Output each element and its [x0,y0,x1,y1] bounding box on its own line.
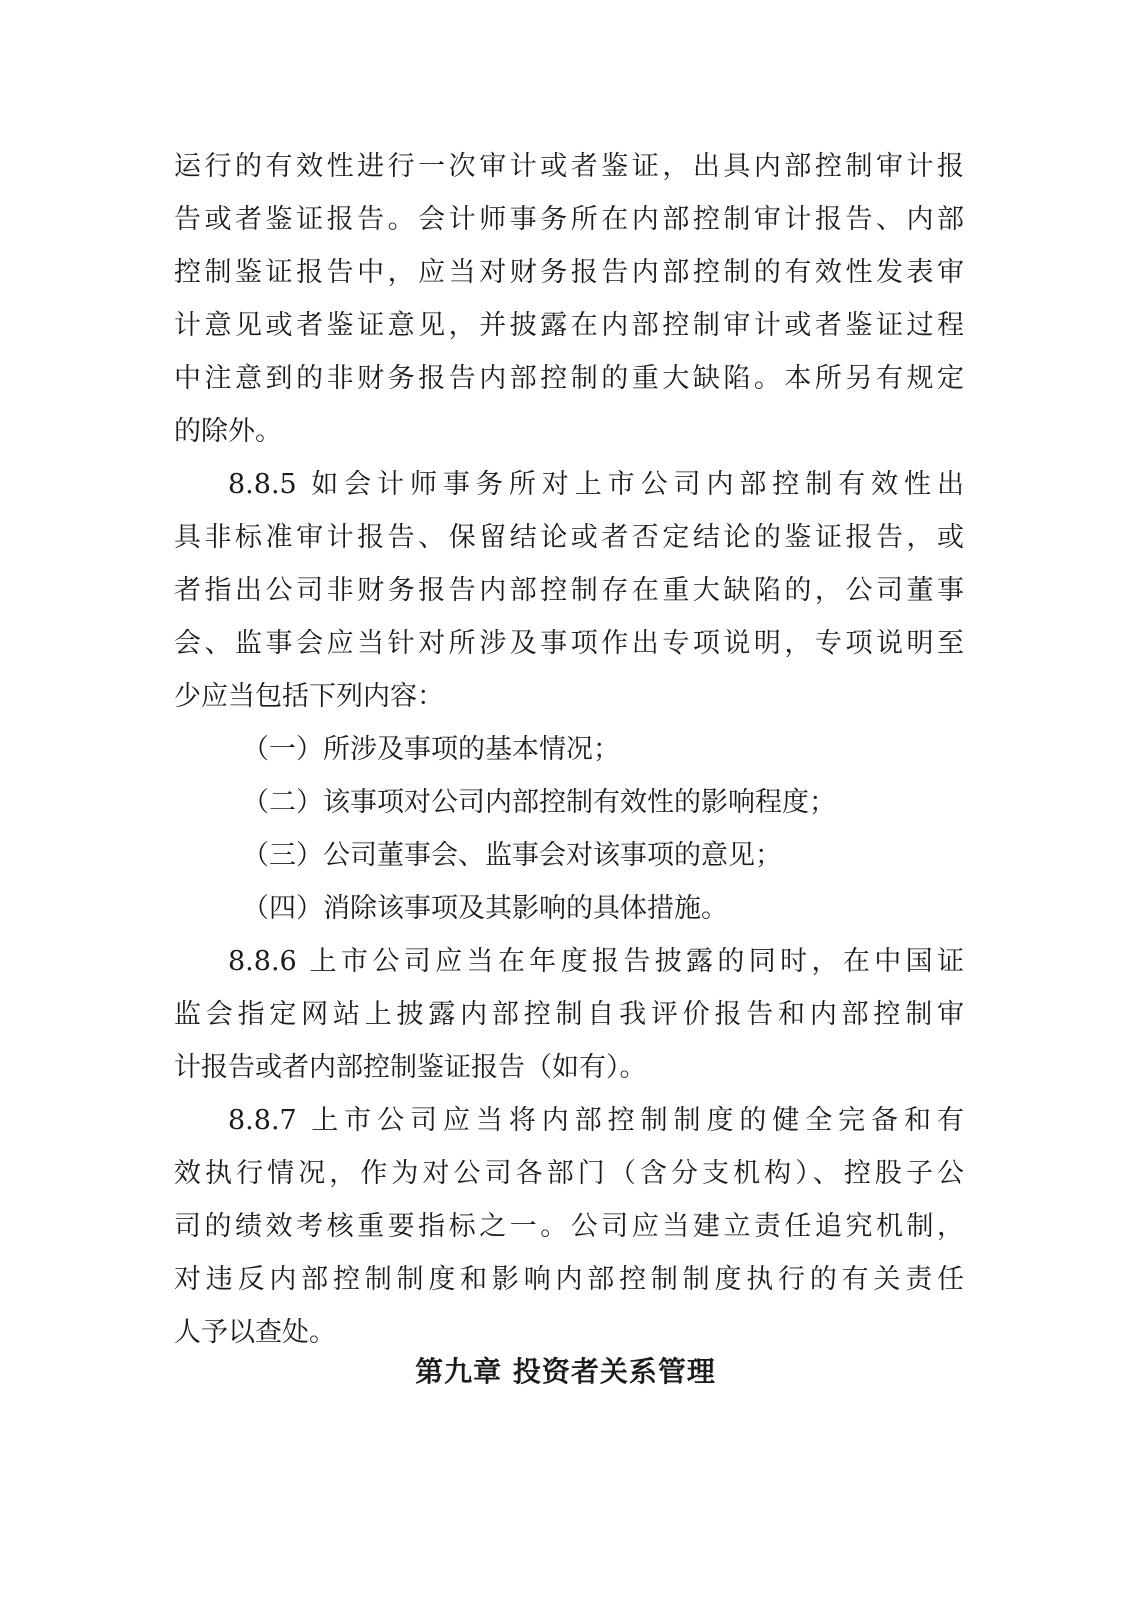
text-line: 中注意到的非财务报告内部控制的重大缺陷。本所另有规定 [174,363,964,394]
text-line: 司的绩效考核重要指标之一。公司应当建立责任追究机制， [174,1211,964,1242]
text-line: 效执行情况，作为对公司各部门（含分支机构）、控股子公 [174,1158,964,1189]
text-line: 少应当包括下列内容： [174,681,444,712]
text-line: 运行的有效性进行一次审计或者鉴证，出具内部控制审计报 [174,151,964,182]
text-line: （四）消除该事项及其影响的具体措施。 [242,893,728,924]
text-line: 8.8.7 上市公司应当将内部控制制度的健全完备和有 [228,1105,964,1136]
text-line: 计意见或者鉴证意见，并披露在内部控制审计或者鉴证过程 [174,310,964,341]
text-line: 对违反内部控制制度和影响内部控制制度执行的有关责任 [174,1264,964,1295]
text-line: 告或者鉴证报告。会计师事务所在内部控制审计报告、内部 [174,204,964,235]
text-line: 者指出公司非财务报告内部控制存在重大缺陷的，公司董事 [174,575,964,606]
text-line: （一）所涉及事项的基本情况； [242,734,620,765]
text-line: 会、监事会应当针对所涉及事项作出专项说明，专项说明至 [174,628,964,659]
text-line: 监会指定网站上披露内部控制自我评价报告和内部控制审 [174,999,964,1030]
text-line: 8.8.6 上市公司应当在年度报告披露的同时，在中国证 [228,946,964,977]
text-line: 人予以查处。 [174,1317,336,1348]
text-line: 具非标准审计报告、保留结论或者否定结论的鉴证报告，或 [174,522,964,553]
text-line: （三）公司董事会、监事会对该事项的意见； [242,840,782,871]
text-line: 控制鉴证报告中，应当对财务报告内部控制的有效性发表审 [174,257,964,288]
text-line: （二）该事项对公司内部控制有效性的影响程度； [242,787,836,818]
document-body [174,140,964,1359]
text-line: 8.8.5 如会计师事务所对上市公司内部控制有效性出 [228,469,964,500]
chapter-heading: 第九章 投资者关系管理 [415,1355,716,1388]
text-line: 计报告或者内部控制鉴证报告（如有）。 [174,1052,647,1083]
text-line: 的除外。 [174,416,282,447]
